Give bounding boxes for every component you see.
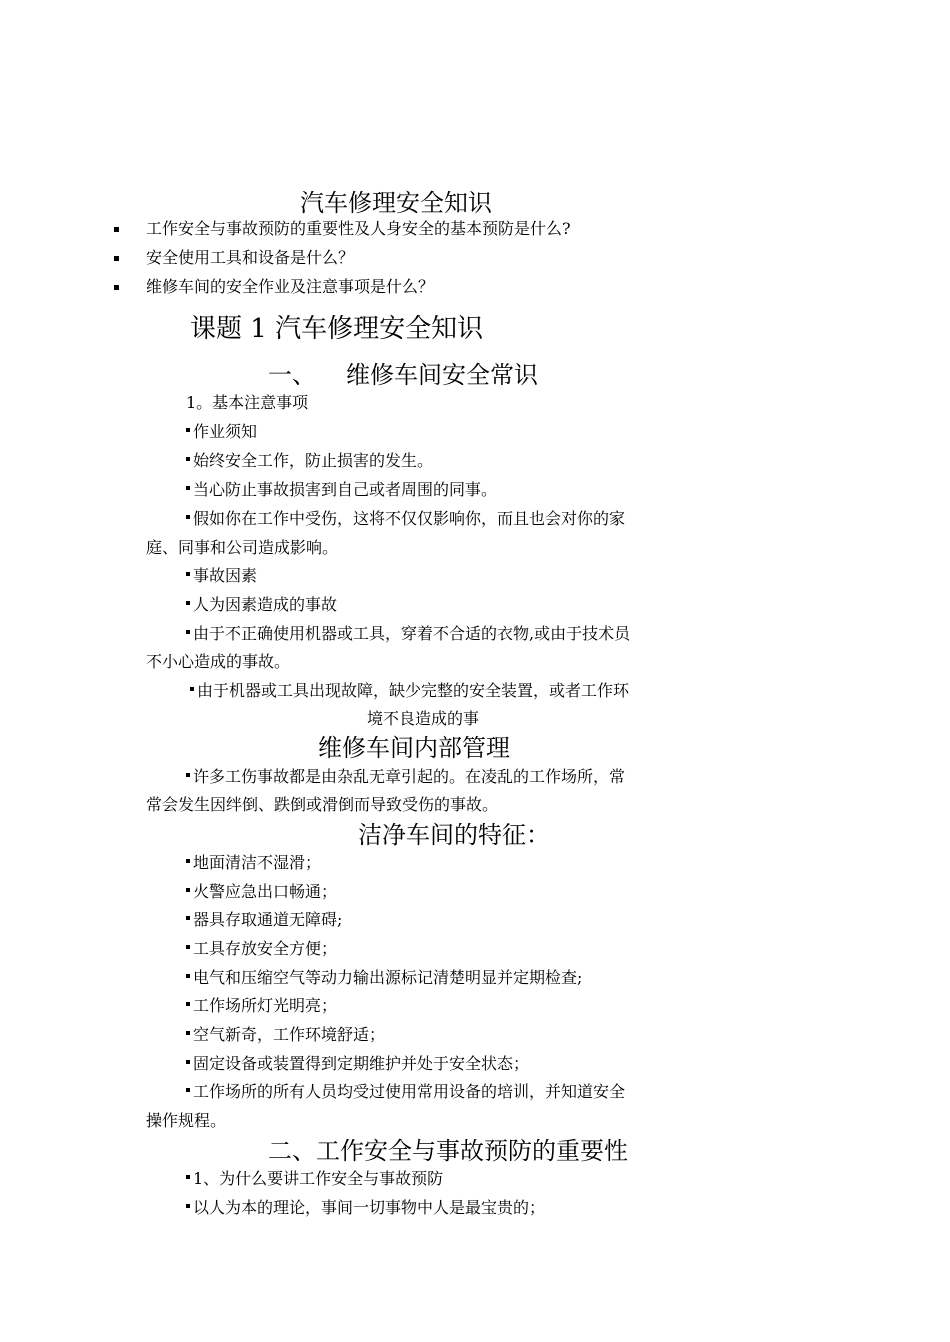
- bullet-square-icon: [186, 1088, 190, 1092]
- list-item: 人为因素造成的事故: [186, 594, 337, 616]
- list-item: 火警应急出口畅通；: [186, 881, 337, 903]
- list-item: 地面清洁不湿滑；: [186, 852, 321, 874]
- section-title: 维修车间安全常识: [346, 361, 538, 389]
- bullet-square-icon: [186, 1175, 190, 1179]
- list-item: 工具存放安全方便；: [186, 938, 337, 960]
- subheading: 1。基本注意事项: [186, 393, 309, 412]
- question-item: 安全使用工具和设备是什么？: [146, 248, 355, 267]
- list-item-continuation: 庭、同事和公司造成影响。: [146, 538, 339, 557]
- section-heading-clean-workshop: 洁净车间的特征：: [358, 821, 550, 849]
- lesson-title: 课题 1 汽车修理安全知识: [190, 314, 484, 344]
- bullet-square-icon: [186, 859, 190, 863]
- bullet-square-icon: [186, 515, 190, 519]
- bullet-square-icon: [190, 687, 194, 691]
- bullet-square-icon: [186, 1060, 190, 1064]
- list-item-continuation: 不小心造成的事故。: [146, 652, 291, 671]
- list-item: 工作场所灯光明亮；: [186, 995, 337, 1017]
- document-title: 汽车修理安全知识: [300, 189, 492, 217]
- question-item: 工作安全与事故预防的重要性及人身安全的基本预防是什么?: [146, 219, 571, 238]
- list-item: 由于不正确使用机器或工具，穿着不合适的衣物,或由于技术员: [186, 623, 630, 645]
- list-item: 许多工伤事故都是由杂乱无章引起的。在凌乱的工作场所，常: [186, 766, 625, 788]
- bullet-square-icon: [186, 974, 190, 978]
- bullet-square-icon: [186, 1031, 190, 1035]
- bullet-square-icon: [186, 601, 190, 605]
- bullet-square-icon: [186, 457, 190, 461]
- list-item: 电气和压缩空气等动力输出源标记清楚明显并定期检查;: [186, 967, 582, 989]
- bullet-square-icon: [186, 916, 190, 920]
- bullet-square-icon: [114, 227, 119, 232]
- list-item: 工作场所的所有人员均受过使用常用设备的培训，并知道安全: [186, 1081, 625, 1103]
- section-heading-management: 维修车间内部管理: [318, 734, 510, 762]
- bullet-square-icon: [114, 256, 119, 261]
- list-item: 作业须知: [186, 421, 257, 443]
- list-item: 1、为什么要讲工作安全与事故预防: [186, 1168, 443, 1190]
- bullet-square-icon: [186, 428, 190, 432]
- list-item: 空气新奇，工作环境舒适；: [186, 1024, 385, 1046]
- list-item: 当心防止事故损害到自己或者周围的同事。: [186, 479, 497, 501]
- list-item: 器具存取通道无障碍;: [186, 909, 342, 931]
- section-heading: [268, 360, 538, 390]
- bullet-square-icon: [186, 773, 190, 777]
- question-item: 维修车间的安全作业及注意事项是什么？: [146, 277, 435, 296]
- list-item: 假如你在工作中受伤，这将不仅仅影响你，而且也会对你的家: [186, 508, 625, 530]
- list-item: 事故因素: [186, 565, 257, 587]
- bullet-square-icon: [186, 945, 190, 949]
- bullet-square-icon: [186, 486, 190, 490]
- list-item: 固定设备或装置得到定期维护并处于安全状态；: [186, 1053, 529, 1075]
- bullet-square-icon: [186, 888, 190, 892]
- bullet-square-icon: [186, 1002, 190, 1006]
- bullet-square-icon: [186, 572, 190, 576]
- list-item: 以人为本的理论，事间一切事物中人是最宝贵的；: [186, 1197, 545, 1219]
- list-item-continuation: 操作规程。: [146, 1111, 227, 1130]
- bullet-square-icon: [186, 630, 190, 634]
- list-item: 始终安全工作，防止损害的发生。: [186, 450, 433, 472]
- bullet-square-icon: [114, 285, 119, 290]
- section-heading-2: 二、工作安全与事故预防的重要性: [268, 1137, 628, 1165]
- list-item-continuation: 境不良造成的事: [367, 709, 480, 728]
- list-item-continuation: 常会发生因绊倒、跌倒或滑倒而导致受伤的事故。: [146, 795, 499, 814]
- list-item: 由于机器或工具出现故障，缺少完整的安全装置，或者工作环: [190, 680, 629, 702]
- bullet-square-icon: [186, 1204, 190, 1208]
- section-number: 一、: [268, 361, 316, 389]
